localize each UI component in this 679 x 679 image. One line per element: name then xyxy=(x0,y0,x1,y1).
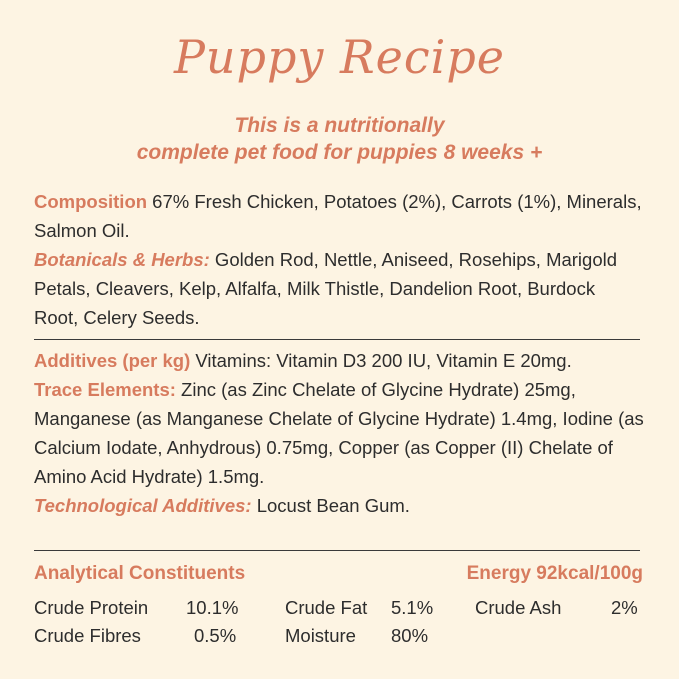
subtitle-line-2: complete pet food for puppies 8 weeks + xyxy=(136,141,543,164)
additives-heading: Additives (per kg) xyxy=(34,350,191,371)
crude-protein-label: Crude Protein xyxy=(34,597,149,618)
crude-fat-value: 5.1% xyxy=(391,597,434,618)
subtitle-line-1: This is a nutritionally xyxy=(234,114,445,137)
additives-text: Vitamins: Vitamin D3 200 IU, Vitamin E 20mg. xyxy=(190,350,572,371)
crude-ash-label: Crude Ash xyxy=(475,597,562,618)
crude-fibres-value: 0.5% xyxy=(194,625,237,646)
botanicals-text: Golden Rod, Nettle, Aniseed, Rosehips, Marigold Petals, Cleavers, Kelp, Alfalfa, Milk Thistle, Dandelion Root, Burdock Root, Celery Seeds. xyxy=(34,249,618,328)
moisture-label: Moisture xyxy=(285,625,356,646)
additives-section xyxy=(34,346,644,520)
moisture-value: 80% xyxy=(391,625,429,646)
analytical-heading: Analytical Constituents xyxy=(34,563,246,584)
crude-protein-value: 10.1% xyxy=(186,597,239,618)
technological-additives-text: Locust Bean Gum. xyxy=(251,495,410,516)
page-title: Puppy Recipe xyxy=(173,30,506,84)
subtitle xyxy=(0,112,679,166)
crude-ash-value: 2% xyxy=(611,597,638,618)
crude-fibres-label: Crude Fibres xyxy=(34,625,141,646)
composition-heading: Composition xyxy=(34,191,148,212)
trace-elements-text: Zinc (as Zinc Chelate of Glycine Hydrate) 25mg, Manganese (as Manganese Chelate of Glycine Hydrate) 1.4mg, Iodine (as Calcium Iodate, Anhydrous) 0.75mg, Copper (as Copper (II) Chelate of Amino Acid Hydrate) 1.5mg. xyxy=(34,379,644,487)
technological-additives-heading: Technological Additives: xyxy=(34,495,252,516)
energy-value: Energy 92kcal/100g xyxy=(466,563,643,584)
divider-2 xyxy=(34,550,640,551)
crude-fat-label: Crude Fat xyxy=(285,597,368,618)
divider-1 xyxy=(34,339,640,340)
composition-section xyxy=(34,187,644,332)
trace-elements-heading: Trace Elements: xyxy=(34,379,176,400)
botanicals-heading: Botanicals & Herbs: xyxy=(34,249,210,270)
composition-text: 67% Fresh Chicken, Potatoes (2%), Carrots (1%), Minerals, Salmon Oil. xyxy=(34,191,642,241)
